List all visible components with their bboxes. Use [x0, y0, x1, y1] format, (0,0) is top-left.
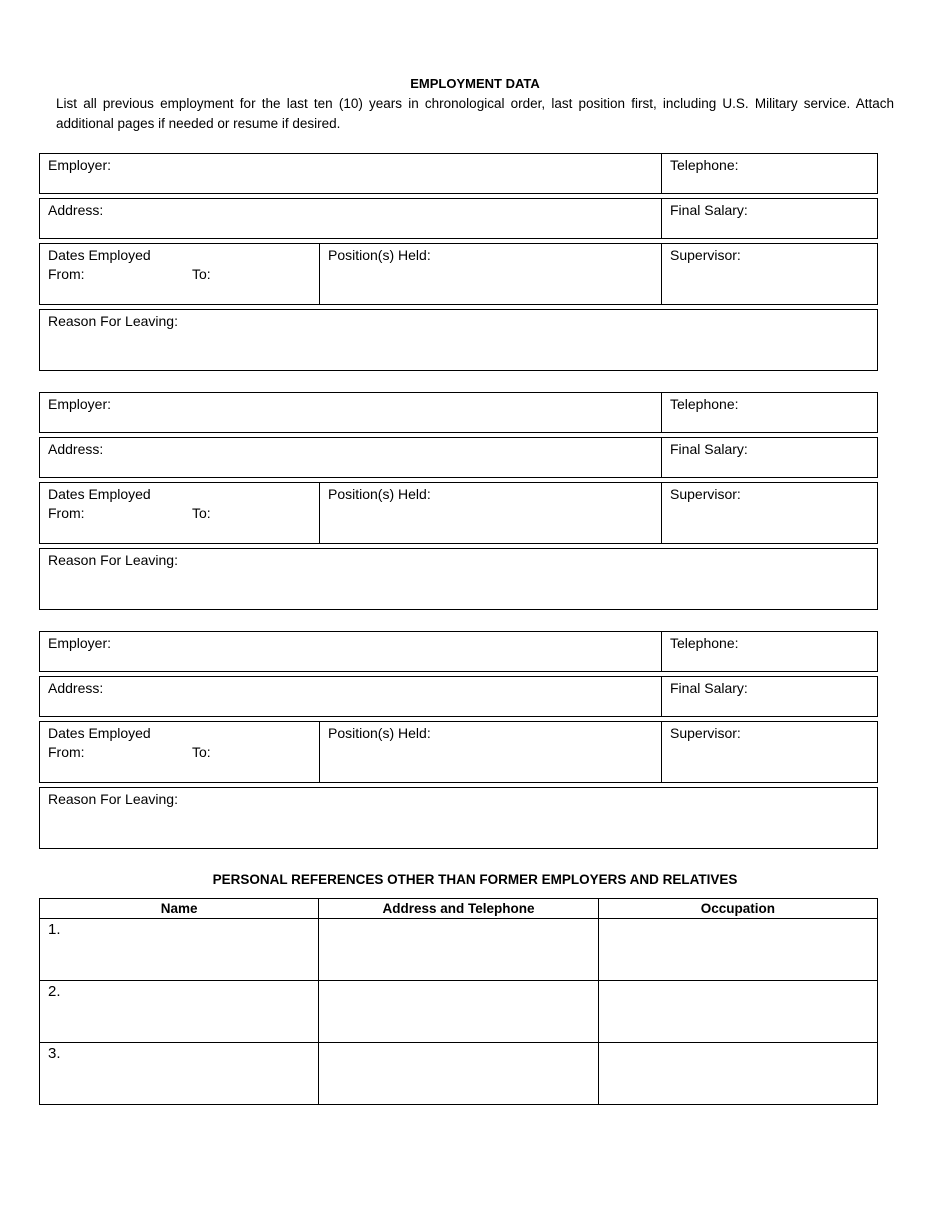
supervisor-label: Supervisor: [670, 486, 741, 502]
reference-address-cell[interactable] [319, 919, 598, 981]
reference-number: 3. [48, 1045, 61, 1062]
reference-address-cell[interactable] [319, 1043, 598, 1105]
employer-label: Employer: [48, 396, 112, 412]
dates-employed-label: Dates Employed [48, 486, 151, 502]
positions-held-field-3[interactable] [319, 722, 661, 782]
employer-field-3[interactable] [40, 632, 661, 671]
supervisor-label: Supervisor: [670, 725, 741, 741]
positions-held-field-1[interactable] [319, 244, 661, 304]
dates-employed-field-1[interactable] [40, 244, 319, 304]
reference-name-cell[interactable] [40, 919, 319, 981]
address-label: Address: [48, 202, 104, 218]
reason-row-3[interactable] [39, 787, 878, 849]
address-field-1[interactable] [40, 199, 661, 238]
reason-for-leaving-field-1[interactable] [40, 310, 877, 370]
reference-occupation-cell[interactable] [598, 919, 877, 981]
dates-row-2[interactable] [39, 482, 878, 544]
supervisor-field-3[interactable] [661, 722, 877, 782]
address-label: Address: [48, 680, 104, 696]
dates-employed-label: Dates Employed [48, 247, 151, 263]
employer-label: Employer: [48, 157, 112, 173]
final-salary-field-2[interactable] [661, 438, 877, 477]
telephone-label: Telephone: [670, 396, 739, 412]
telephone-label: Telephone: [670, 635, 739, 651]
positions-held-field-2[interactable] [319, 483, 661, 543]
telephone-field-3[interactable] [661, 632, 877, 671]
address-label: Address: [48, 441, 104, 457]
table-row [40, 919, 878, 981]
dates-employed-field-2[interactable] [40, 483, 319, 543]
supervisor-field-1[interactable] [661, 244, 877, 304]
dates-row-1[interactable] [39, 243, 878, 305]
instructions-text: List all previous employment for the last ten (10) years in chronological order, last position first, including U.S. Military service. Attach additional pages if needed or resume if desired. [56, 96, 894, 131]
final-salary-label: Final Salary: [670, 680, 748, 696]
final-salary-field-1[interactable] [661, 199, 877, 238]
final-salary-label: Final Salary: [670, 441, 748, 457]
employer-row-3[interactable] [39, 631, 878, 672]
supervisor-label: Supervisor: [670, 247, 741, 263]
employer-row-1[interactable] [39, 153, 878, 194]
telephone-field-1[interactable] [661, 154, 877, 193]
table-row [40, 981, 878, 1043]
final-salary-label: Final Salary: [670, 202, 748, 218]
occupation-column-header: Occupation [598, 899, 877, 919]
employer-field-2[interactable] [40, 393, 661, 432]
from-label: From: [48, 266, 85, 282]
address-field-3[interactable] [40, 677, 661, 716]
table-row [40, 1043, 878, 1105]
reference-number: 2. [48, 983, 61, 1000]
employer-row-2[interactable] [39, 392, 878, 433]
telephone-field-2[interactable] [661, 393, 877, 432]
reference-occupation-cell[interactable] [598, 981, 877, 1043]
reason-for-leaving-field-2[interactable] [40, 549, 877, 609]
reference-name-cell[interactable] [40, 1043, 319, 1105]
reference-occupation-cell[interactable] [598, 1043, 877, 1105]
reason-row-2[interactable] [39, 548, 878, 610]
name-column-header: Name [40, 899, 319, 919]
reason-row-1[interactable] [39, 309, 878, 371]
supervisor-field-2[interactable] [661, 483, 877, 543]
reference-address-cell[interactable] [319, 981, 598, 1043]
employer-field-1[interactable] [40, 154, 661, 193]
references-table [39, 898, 878, 1105]
employer-label: Employer: [48, 635, 112, 651]
positions-held-label: Position(s) Held: [328, 486, 431, 502]
final-salary-field-3[interactable] [661, 677, 877, 716]
dates-row-3[interactable] [39, 721, 878, 783]
telephone-label: Telephone: [670, 157, 739, 173]
reference-number: 1. [48, 921, 61, 938]
reason-for-leaving-label: Reason For Leaving: [48, 313, 178, 329]
reason-for-leaving-label: Reason For Leaving: [48, 552, 178, 568]
reason-for-leaving-label: Reason For Leaving: [48, 791, 178, 807]
address-telephone-column-header: Address and Telephone [319, 899, 598, 919]
to-label: To: [192, 505, 211, 521]
address-row-2[interactable] [39, 437, 878, 478]
to-label: To: [192, 266, 211, 282]
from-label: From: [48, 744, 85, 760]
address-field-2[interactable] [40, 438, 661, 477]
references-title: PERSONAL REFERENCES OTHER THAN FORMER EMPLOYERS AND RELATIVES [212, 872, 738, 887]
dates-employed-label: Dates Employed [48, 725, 151, 741]
address-row-1[interactable] [39, 198, 878, 239]
reference-name-cell[interactable] [40, 981, 319, 1043]
page-title: EMPLOYMENT DATA [410, 76, 540, 91]
from-label: From: [48, 505, 85, 521]
positions-held-label: Position(s) Held: [328, 247, 431, 263]
reason-for-leaving-field-3[interactable] [40, 788, 877, 848]
address-row-3[interactable] [39, 676, 878, 717]
positions-held-label: Position(s) Held: [328, 725, 431, 741]
to-label: To: [192, 744, 211, 760]
references-header-row [40, 899, 878, 919]
dates-employed-field-3[interactable] [40, 722, 319, 782]
